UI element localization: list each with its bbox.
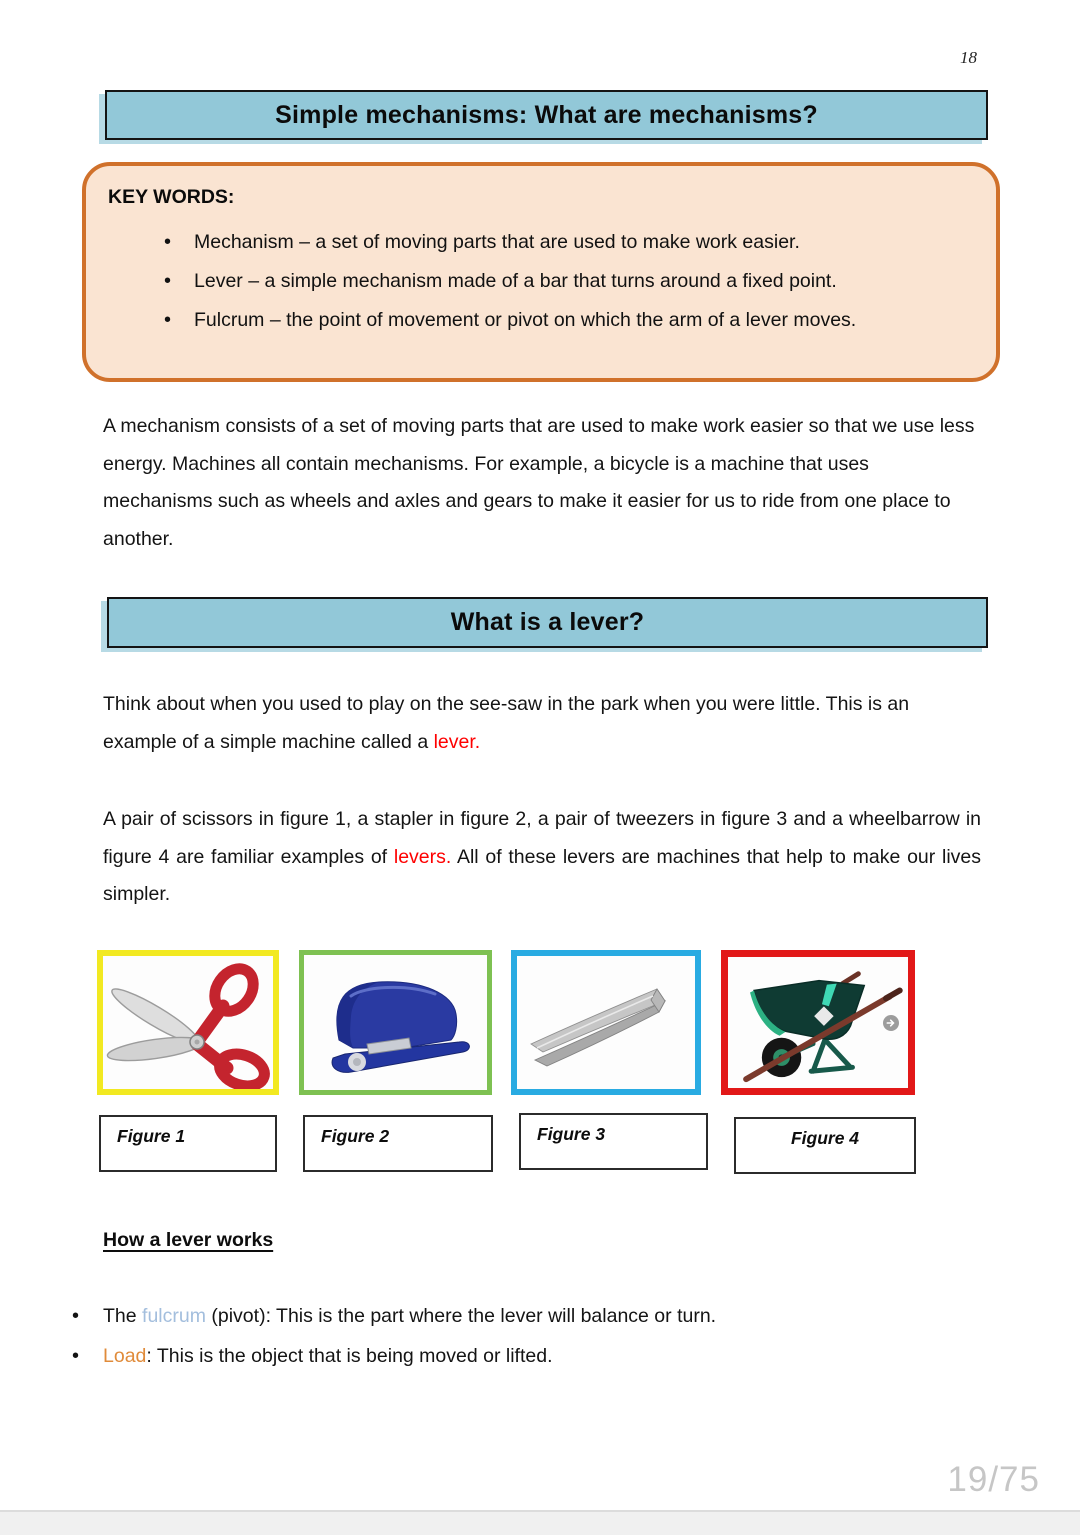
fulcrum-bullet-pre: The — [103, 1305, 143, 1327]
next-arrow-icon — [883, 1015, 899, 1031]
key-words-title: KEY WORDS: — [108, 186, 235, 208]
tweezers-image — [511, 950, 701, 1095]
page-number: 18 — [960, 48, 977, 67]
section-header-lever-title: What is a lever? — [450, 608, 645, 636]
paragraph-lever-examples-text2: All of these levers are machines that help to make our lives simpler. — [103, 845, 982, 905]
paragraph-seesaw-text: Think about when you used to play on the see-saw in the park when you were little. This is an example of a simple machine called a — [103, 693, 910, 753]
figure-4-caption: Figure 4 — [734, 1117, 916, 1174]
key-words-box — [82, 162, 1000, 382]
tweezers-illustration — [517, 956, 695, 1089]
section-header-lever — [107, 597, 988, 648]
figure-3-caption: Figure 3 — [519, 1113, 708, 1170]
stapler-image — [299, 950, 492, 1095]
key-word-item: • Mechanism – a set of moving parts that are used to make work easier. — [108, 223, 972, 262]
wheelbarrow-illustration — [728, 957, 908, 1088]
figure-images-row — [97, 950, 915, 1095]
stapler-illustration — [305, 956, 486, 1089]
paragraph-mechanism-intro: A mechanism consists of a set of moving parts that are used to make work easier so that we use less energy. Machines all contain mechanisms. For example, a bicycle is a machine that uses mechanisms such as wheels and axles and gears to make it easier for us to ride from one place to another. — [103, 415, 975, 550]
key-words-list — [108, 223, 972, 340]
fulcrum-bullet — [72, 1303, 952, 1329]
load-term: Load — [103, 1345, 147, 1367]
viewer-bottom-bar — [0, 1510, 1080, 1535]
scissors-image — [97, 950, 279, 1095]
figure-1-caption: Figure 1 — [99, 1115, 277, 1172]
load-bullet-post: : This is the object that is being moved or lifted. — [146, 1345, 553, 1367]
load-bullet — [72, 1343, 952, 1369]
paragraph-lever-examples-text1: A pair of scissors in figure 1, a stapler in figure 2, a pair of tweezers in figure 3 and a wheelbarrow in figure 4 are familiar examples of — [103, 808, 981, 868]
highlight-levers: levers. — [393, 845, 452, 868]
fulcrum-bullet-post: (pivot): This is the part where the lever will balance or turn. — [205, 1305, 717, 1327]
paragraph-seesaw — [103, 686, 981, 761]
figure-captions-row — [99, 1115, 916, 1174]
lever-parts-list — [72, 1303, 952, 1383]
section-header-mechanisms-title: Simple mechanisms: What are mechanisms? — [275, 100, 818, 129]
section-header-mechanisms — [105, 90, 988, 140]
viewer-page-indicator: 19/75 — [947, 1460, 1040, 1499]
highlight-lever: lever. — [433, 730, 481, 753]
key-word-item: • Lever – a simple mechanism made of a bar that turns around a fixed point. — [108, 262, 972, 301]
how-lever-works-heading: How a lever works — [103, 1229, 274, 1251]
paragraph-lever-examples — [103, 801, 981, 914]
scissors-illustration — [103, 956, 273, 1089]
figure-2-caption: Figure 2 — [303, 1115, 493, 1172]
fulcrum-term: fulcrum — [142, 1305, 206, 1327]
key-word-item: • Fulcrum – the point of movement or pivot on which the arm of a lever moves. — [108, 301, 972, 340]
wheelbarrow-image — [721, 950, 915, 1095]
